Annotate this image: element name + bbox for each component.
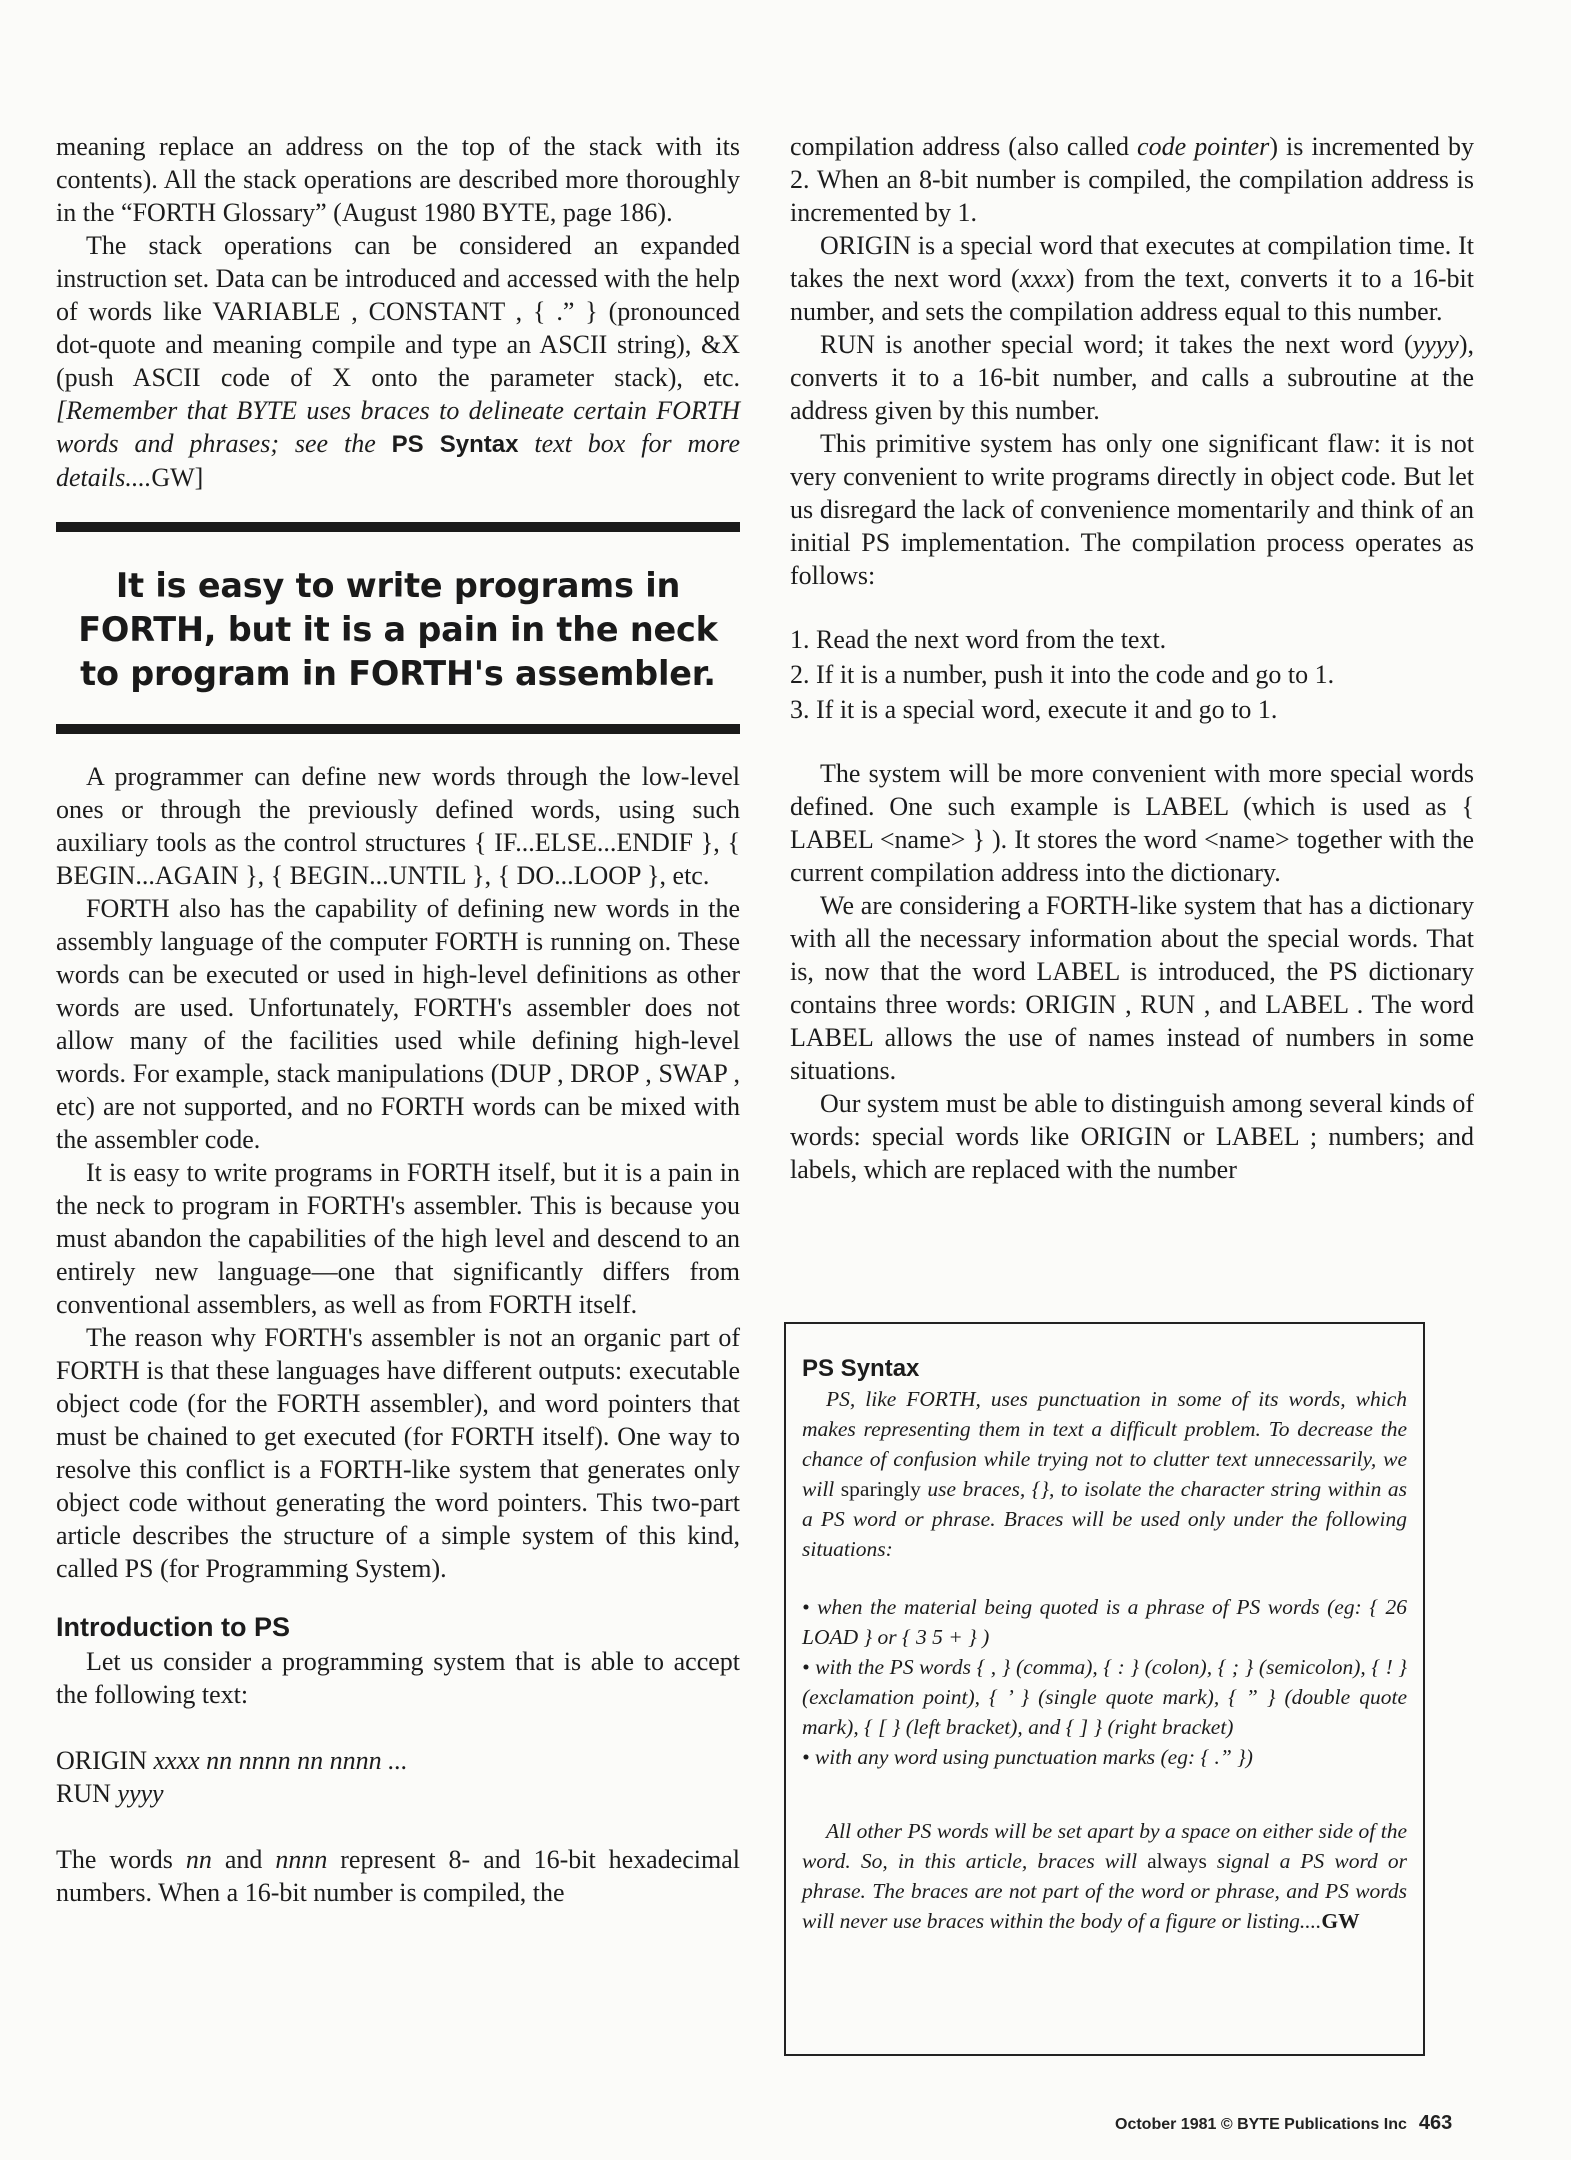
page-number: 463 <box>1418 2112 1453 2134</box>
section-heading: Introduction to PS <box>56 1612 290 1642</box>
paragraph: The reason why FORTH's assembler is not an organic part of FORTH is that these languages have different outputs: executable object code (for the FORTH assembler), and word pointers that must be chained to get executed (for FORTH itself). One way to resolve this conflict is a FORTH-like system that generates only object code without generating the word pointers. This two-part article describes the structure of a simple system of this kind, called PS (for Programming System). <box>56 1323 740 1583</box>
editor-note: text box for more details.... <box>56 429 740 492</box>
code-example <box>56 1744 740 1810</box>
paragraph: ORIGIN is a special word that executes at compilation time. It takes the next word (xxxx) from the text, converts it to a 16-bit number, and sets the compilation address equal to this number. <box>790 231 1474 326</box>
paragraph: meaning replace an address on the top of the stack with its contents). All the stack operations are described more thoroughly in the “FORTH Glossary” (August 1980 BYTE, page 186). <box>56 132 740 227</box>
paragraph: Our system must be able to distinguish among several kinds of words: special words like ORIGIN or LABEL ; numbers; and labels, which are replaced with the number <box>790 1089 1474 1184</box>
list-item: 2. If it is a number, push it into the code and go to 1. <box>790 660 1335 689</box>
page-footer <box>1115 2112 1452 2135</box>
paragraph: A programmer can define new words through the low-level ones or through the previously defined words, using such auxiliary tools as the control structures { IF...ELSE...ENDIF }, { BEGIN...AGAIN }, { BEGIN...UNTIL }, { DO...LOOP }, etc. <box>56 762 740 890</box>
left-column <box>56 130 740 1909</box>
ps-syntax-sidebar <box>784 1322 1425 2056</box>
pull-quote-rule-bottom <box>56 724 740 734</box>
sidebar-closing: All other PS words will be set apart by a space on either side of the word. So, in this article, braces will always signal a PS word or phrase. The braces are not part of the word or phrase, and PS words will never use braces within the body of a figure or listing....GW <box>802 1819 1407 1933</box>
paragraph <box>56 229 740 494</box>
footer-credit: October 1981 © BYTE Publications Inc <box>1115 2116 1407 2133</box>
list-item: 3. If it is a special word, execute it and go to 1. <box>790 695 1278 724</box>
paragraph: The system will be more convenient with more special words defined. One such example is LABEL (which is used as { LABEL <name> } ). It stores the word <name> together with the current compilation address into the dictionary. <box>790 759 1474 887</box>
paragraph: The words nn and nnnn represent 8- and 16-bit hexadecimal numbers. When a 16-bit number is compiled, the <box>56 1845 740 1907</box>
paragraph: FORTH also has the capability of defining new words in the assembly language of the computer FORTH is running on. These words can be executed or used in high-level definitions as other words are used. Unfortunately, FORTH's assembler does not allow many of the facilities used while defining high-level words. For example, stack manipulations (DUP , DROP , SWAP , etc) are not supported, and no FORTH words can be mixed with the assembler code. <box>56 894 740 1154</box>
sidebar-title: PS Syntax <box>802 1355 920 1382</box>
paragraph: This primitive system has only one significant flaw: it is not very convenient to write programs directly in object code. But let us disregard the lack of convenience momentarily and think of an initial PS implementation. The compilation process operates as follows: <box>790 429 1474 590</box>
paragraph-text: The stack operations can be considered an expanded instruction set. Data can be introduced and accessed with the help of words like VARIABLE , CONSTANT , { .” } (pronounced dot-quote and meaning compile and type an ASCII string), &X (push ASCII code of X onto the parameter stack), etc. <box>56 231 740 392</box>
editor-initials: GW] <box>151 463 204 492</box>
code-line: ORIGIN xxxx nn nnnn nn nnnn ... <box>56 1746 408 1775</box>
paragraph: RUN is another special word; it takes the next word (yyyy), converts it to a 16-bit number, and calls a subroutine at the address given by this number. <box>790 330 1474 425</box>
editor-note: [Remember that BYTE uses braces to delineate certain FORTH words and phrases; see the <box>56 396 740 458</box>
paragraph: We are considering a FORTH-like system that has a dictionary with all the necessary information about the special words. That is, now that the word LABEL is introduced, the PS dictionary contains three words: ORIGIN , RUN , and LABEL . The word LABEL allows the use of names instead of numbers in some situations. <box>790 891 1474 1085</box>
list-item: 1. Read the next word from the text. <box>790 625 1167 654</box>
sidebar-bullet: • with any word using punctuation marks (eg: { .” }) <box>802 1745 1253 1769</box>
sidebar-reference: PS Syntax <box>391 431 519 458</box>
step-list <box>790 622 1474 727</box>
paragraph: It is easy to write programs in FORTH itself, but it is a pain in the neck to program in FORTH's assembler. This is because you must abandon the capabilities of the high level and descend to an entirely new language—one that significantly differs from conventional assemblers, as well as from FORTH itself. <box>56 1158 740 1319</box>
pull-quote-rule-top <box>56 522 740 532</box>
paragraph: compilation address (also called code pointer) is incremented by 2. When an 8-bit number is compiled, the compilation address is incremented by 1. <box>790 132 1475 227</box>
paragraph: Let us consider a programming system that is able to accept the following text: <box>56 1647 740 1709</box>
pull-quote: It is easy to write programs in FORTH, but it is a pain in the neck to program in FORTH's assembler. <box>78 566 718 693</box>
sidebar-bullet: • with the PS words { , } (comma), { : } (colon), { ; } (semicolon), { ! } (exclamation point), { ’ } (single quote mark), { ” } (double quote mark), { [ } (left bracket), and { ] } (right bracket) <box>802 1655 1407 1739</box>
right-column <box>790 130 1474 1186</box>
sidebar-intro: PS, like FORTH, uses punctuation in some of its words, which makes representing them in text a difficult problem. To decrease the chance of confusion while trying not to clutter text unnecessarily, we will sparingly use braces, {}, to isolate the character string within as a PS word or phrase. Braces will be used only under the following situations: <box>802 1387 1407 1561</box>
sidebar-bullet: • when the material being quoted is a phrase of PS words (eg: { 26 LOAD } or { 3 5 + } ) <box>802 1595 1407 1649</box>
code-line: RUN yyyy <box>56 1779 164 1808</box>
